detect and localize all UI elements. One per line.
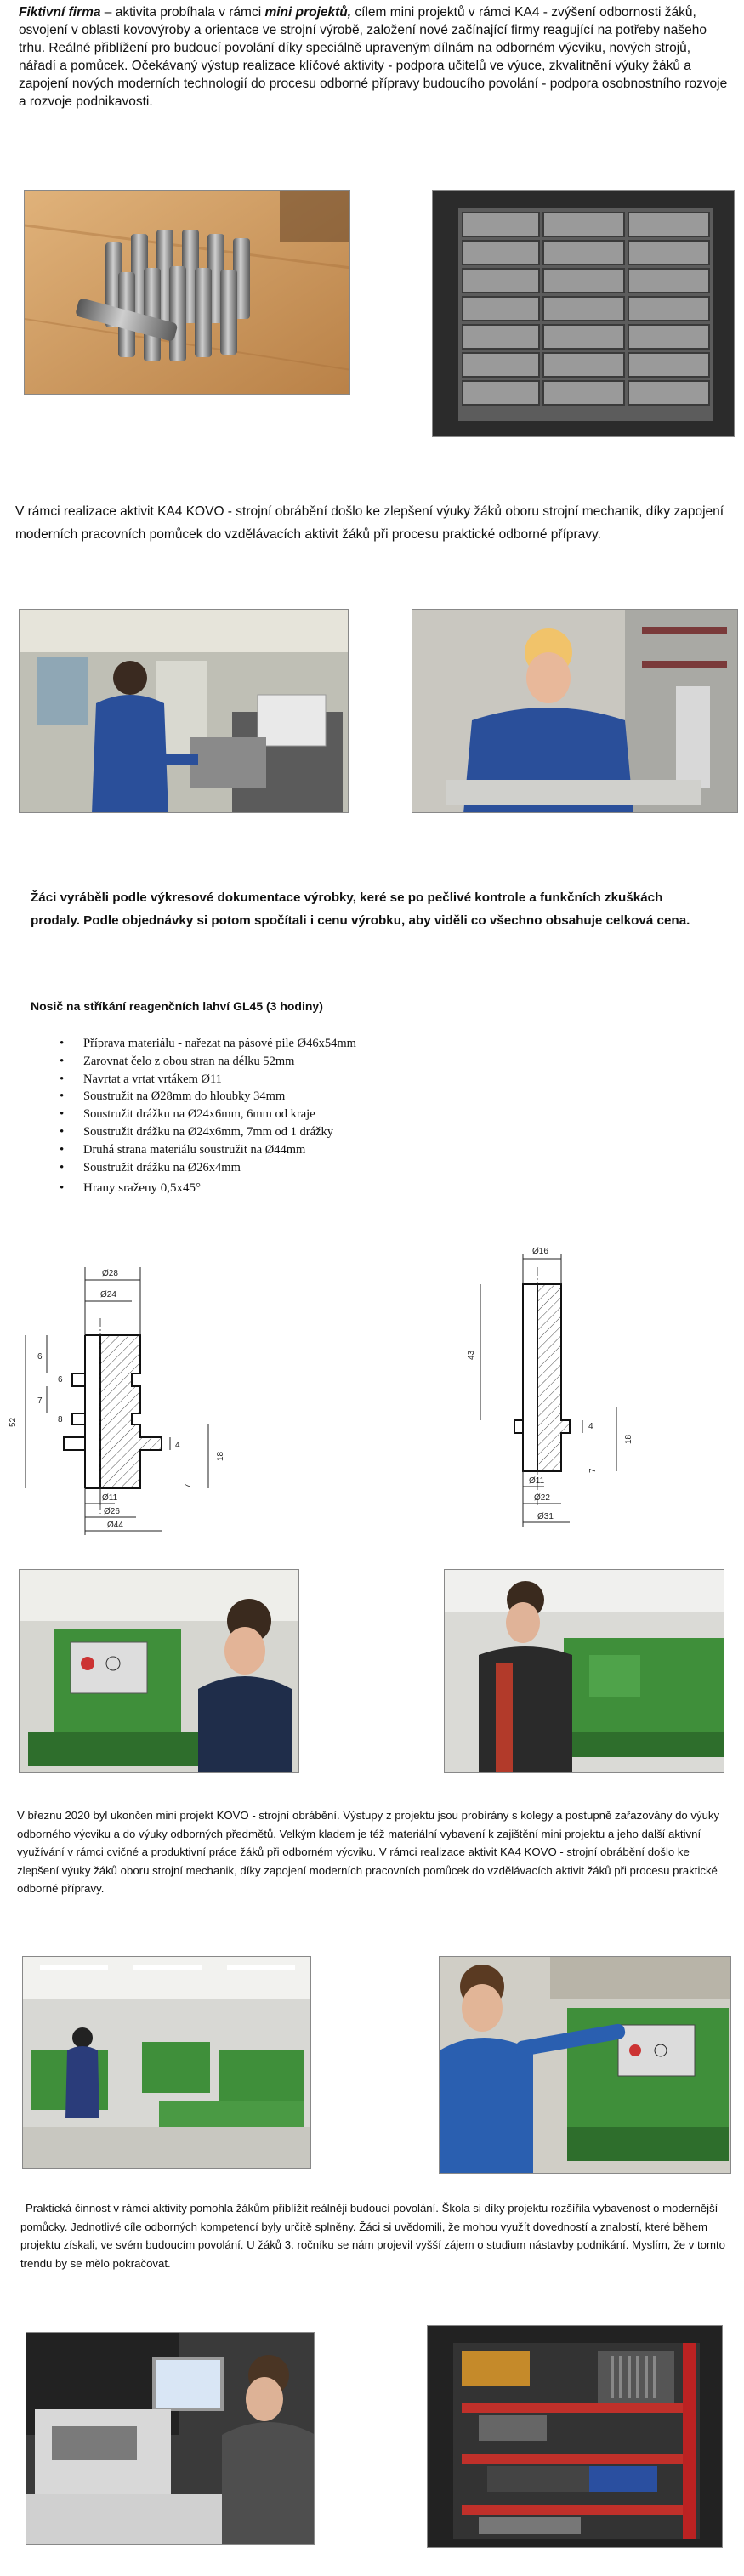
intro-paragraph <box>19 3 730 111</box>
dim-bottom-44: Ø44 <box>107 1521 123 1530</box>
dim-bottom-11: Ø11 <box>102 1493 118 1503</box>
paragraph-practical-activity: Praktická činnost v rámci aktivity pomohla žákům přiblížit reálněji budoucí povolání. Škola si díky projektu rozšířila vybavenost o modernější pomůcky. Jednotlivé cíle odborných kompetencí byly určitě splněny. Žáci si uvědomili, že mohou využít dovedností a znalostí, které během projektu získali, ve svém budoucím povolání. U žáků 3. ročníku se nám projevil vyšší zájem o studium nástavby podnikání. Myslím, že v tomto trendu by se mělo pokračovat. <box>20 2202 725 2270</box>
intro-lead: Fiktivní firma <box>19 5 101 20</box>
technical-drawing-right <box>442 1233 714 1539</box>
dim-top-24: Ø24 <box>100 1290 116 1299</box>
paragraph-march-2020: V březnu 2020 byl ukončen mini projekt KOVO - strojní obrábění. Výstupy z projektu jsou probírány s kolegy a postupně zařazovány do výuky odborného výcviku a do výuky odborných předmětů. Velkým kladem je též materiální vybavení k zajištění mini projektu a jeho další aktivní využívání v rámci cvičné a produktivní práce žáků při odborném výcviku. V rámci realizace aktivit KA4 KOVO - strojní obrábění došlo ke zlepšení výuky žáků oboru strojní mechanik, díky zapojení moderních pracovních pomůcek do vzdělávacích aktivit žáků při procesu praktické odborné přípravy. <box>17 1809 720 1895</box>
dim-left-43: 43 <box>467 1350 476 1360</box>
dim-left-52: 52 <box>9 1417 18 1427</box>
paragraph-ka4-kovo: V rámci realizace aktivit KA4 KOVO - strojní obrábění došlo ke zlepšení výuky žáků oboru strojní mechanik, díky zapojení moderních pracovních pomůcek do vzdělávacích aktivit žáků při procesu praktické odborné přípravy. <box>15 504 724 542</box>
list-item: • Druhá strana materiálu soustružit na Ø44mm <box>36 1141 631 1159</box>
dim-bottom-22: Ø22 <box>534 1493 550 1503</box>
list-item: • Zarovnat čelo z obou stran na délku 52mm <box>36 1053 631 1071</box>
list-item: • Soustružit na Ø28mm do hloubky 34mm <box>36 1088 631 1106</box>
list-item: • Navrtat a vrtat vrtákem Ø11 <box>36 1071 631 1089</box>
dim-right-18: 18 <box>624 1434 633 1444</box>
product-title: Nosič na stříkání reagenčních lahví GL45 (3 hodiny) <box>31 999 323 1013</box>
dim-right-4: 4 <box>175 1441 180 1450</box>
dim-bottom-11: Ø11 <box>529 1476 545 1486</box>
list-item: • Hrany sraženy 0,5x45° <box>36 1180 631 1197</box>
photo-tool-cart <box>427 2325 723 2548</box>
list-item: • Soustružit drážku na Ø24x6mm, 7mm od 1 drážky <box>36 1123 631 1141</box>
dim-bottom-26: Ø26 <box>104 1507 120 1516</box>
dim-bottom-31: Ø31 <box>537 1512 554 1521</box>
intro-rest: cílem mini projektů v rámci KA4 - zvýšení odbornosti žáků, osvojení v oblasti kovovýroby a orientace ve strojní výrobě, založení nové začínající firmy reagující na potřeby našeho trhu. Reálné přiblížení pro budoucí povolání díky speciálně upraveným dílnám na odborném výcviku, nových strojů, nářadí a pomůcek. Očekávaný výstup realizace klíčové aktivity - podpora učitelů ve výuce, zkvalitnění výuky žáků a zapojení nových moderních technologií do procesu odborné přípravy budoucího povolání - podpora osobnostního rozvoje a rozvoje podnikavosti. <box>19 5 728 109</box>
intro-dash: – aktivita probíhala v rámci <box>100 5 265 20</box>
photo-student-pointing-panel <box>439 1956 731 2174</box>
dim-right-7: 7 <box>184 1483 193 1488</box>
dim-left-6b: 6 <box>58 1375 63 1385</box>
photo-turned-parts-on-wood <box>24 190 350 395</box>
dim-top-28: Ø28 <box>102 1269 118 1278</box>
photo-workshop-overview <box>22 1956 311 2169</box>
photo-student-at-machine <box>19 609 349 813</box>
paragraph-students-produced: Žáci vyráběli podle výkresové dokumentace výrobky, keré se po pečlivé kontrole a funkčních zkuškách prodaly. Podle objednávky si potom spočítali i cenu výrobku, aby viděli co všechno obsahuje celková cena. <box>31 890 690 928</box>
photo-steel-blanks-crate <box>432 190 735 437</box>
list-item: • Soustružit drážku na Ø26x4mm <box>36 1159 631 1177</box>
list-item: • Soustružit drážku na Ø24x6mm, 6mm od kraje <box>36 1106 631 1123</box>
technical-drawing-left <box>0 1233 255 1539</box>
dim-left-6a: 6 <box>37 1352 43 1362</box>
dim-right-18: 18 <box>216 1451 225 1461</box>
photo-cnc-computer <box>26 2332 315 2545</box>
dim-right-7: 7 <box>588 1468 598 1473</box>
dim-right-4: 4 <box>588 1422 593 1431</box>
intro-mini-projekt: mini projektů, <box>264 5 352 20</box>
photo-student-working-lathe <box>444 1569 724 1773</box>
list-item: • Příprava materiálu - nařezat na pásové pile Ø46x54mm <box>36 1035 631 1053</box>
dim-left-8: 8 <box>58 1415 63 1424</box>
photo-student-at-drill <box>412 609 738 813</box>
product-steps-list <box>36 1035 631 1197</box>
photo-student-at-lathe-panel <box>19 1569 299 1773</box>
dim-top-16: Ø16 <box>532 1247 548 1256</box>
dim-left-7: 7 <box>37 1396 43 1406</box>
